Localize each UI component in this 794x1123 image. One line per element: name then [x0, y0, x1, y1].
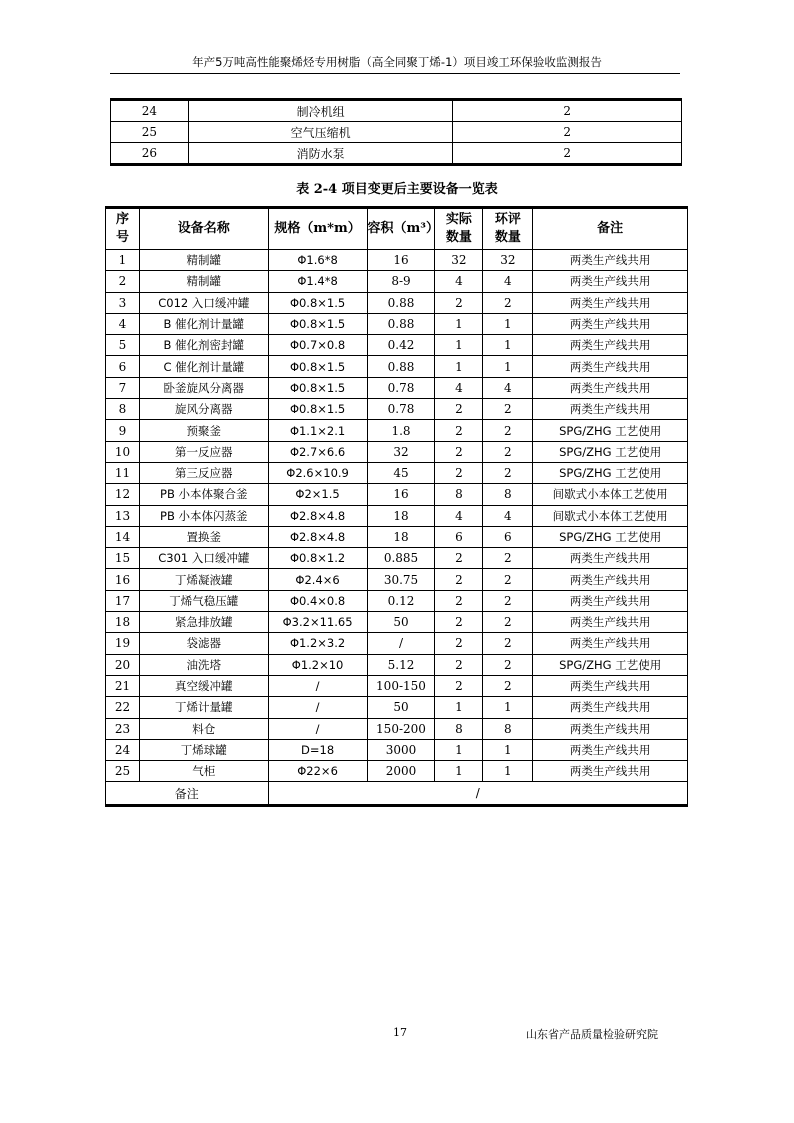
- cell-remark: 两类生产线共用: [533, 271, 688, 292]
- cell-remark: 两类生产线共用: [533, 761, 688, 782]
- cell-name: 丁烯球罐: [139, 739, 268, 760]
- cell-no: 12: [106, 484, 140, 505]
- cell-volume: 0.88: [367, 292, 435, 313]
- cell-eia: 2: [483, 420, 533, 441]
- cell-remark: 两类生产线共用: [533, 718, 688, 739]
- cell-spec: Φ3.2×11.65: [268, 612, 367, 633]
- cell-name: C012 入口缓冲罐: [139, 292, 268, 313]
- header-rule: [110, 73, 680, 74]
- cell-volume: /: [367, 633, 435, 654]
- cell-remark: 两类生产线共用: [533, 250, 688, 271]
- cell-no: 3: [106, 292, 140, 313]
- table-row: [106, 484, 688, 505]
- equipment-table-continued: [110, 98, 682, 166]
- cell-no: 11: [106, 462, 140, 483]
- table-row: [106, 761, 688, 782]
- cell-spec: Φ1.1×2.1: [268, 420, 367, 441]
- cell-spec: Φ0.8×1.5: [268, 292, 367, 313]
- cell-name: 置换釜: [139, 526, 268, 547]
- cell-no: 16: [106, 569, 140, 590]
- cell-spec: Φ0.8×1.5: [268, 377, 367, 398]
- cell-actual: 2: [435, 548, 483, 569]
- cell-no: 7: [106, 377, 140, 398]
- cell-spec: Φ0.8×1.5: [268, 313, 367, 334]
- table-row: [111, 122, 682, 143]
- cell-volume: 50: [367, 612, 435, 633]
- cell-no: 4: [106, 313, 140, 334]
- cell-spec: Φ2.6×10.9: [268, 462, 367, 483]
- cell-name: 制冷机组: [188, 100, 453, 122]
- cell-eia: 2: [483, 633, 533, 654]
- cell-volume: 18: [367, 526, 435, 547]
- note-value: /: [268, 782, 687, 806]
- cell-remark: 两类生产线共用: [533, 335, 688, 356]
- table-row: [106, 548, 688, 569]
- cell-name: 消防水泵: [188, 143, 453, 165]
- cell-volume: 16: [367, 484, 435, 505]
- table-row: [106, 271, 688, 292]
- cell-actual: 2: [435, 675, 483, 696]
- table-row: [106, 420, 688, 441]
- table-row: [106, 335, 688, 356]
- cell-eia: 2: [483, 548, 533, 569]
- cell-no: 24: [111, 100, 189, 122]
- cell-spec: Φ2×1.5: [268, 484, 367, 505]
- cell-name: 真空缓冲罐: [139, 675, 268, 696]
- cell-qty: 2: [453, 122, 682, 143]
- cell-name: 精制罐: [139, 271, 268, 292]
- cell-volume: 45: [367, 462, 435, 483]
- table-row: [106, 612, 688, 633]
- cell-actual: 2: [435, 462, 483, 483]
- cell-remark: 间歇式小本体工艺使用: [533, 505, 688, 526]
- table-row: [106, 654, 688, 675]
- cell-remark: 两类生产线共用: [533, 697, 688, 718]
- cell-no: 22: [106, 697, 140, 718]
- cell-remark: 两类生产线共用: [533, 313, 688, 334]
- cell-eia: 2: [483, 675, 533, 696]
- table-row: [106, 250, 688, 271]
- cell-actual: 2: [435, 292, 483, 313]
- cell-no: 6: [106, 356, 140, 377]
- cell-volume: 30.75: [367, 569, 435, 590]
- cell-remark: 两类生产线共用: [533, 612, 688, 633]
- header-spec: 规格（m*m）: [268, 208, 367, 250]
- cell-name: PB 小本体聚合釜: [139, 484, 268, 505]
- table-row: [106, 633, 688, 654]
- cell-eia: 1: [483, 697, 533, 718]
- cell-name: 料仓: [139, 718, 268, 739]
- note-label: 备注: [106, 782, 269, 806]
- cell-remark: 两类生产线共用: [533, 569, 688, 590]
- cell-no: 10: [106, 441, 140, 462]
- table-row: [106, 526, 688, 547]
- cell-eia: 6: [483, 526, 533, 547]
- cell-no: 15: [106, 548, 140, 569]
- cell-volume: 0.78: [367, 377, 435, 398]
- cell-spec: Φ0.7×0.8: [268, 335, 367, 356]
- table-row: [106, 697, 688, 718]
- cell-actual: 2: [435, 399, 483, 420]
- cell-no: 23: [106, 718, 140, 739]
- cell-qty: 2: [453, 100, 682, 122]
- cell-eia: 4: [483, 505, 533, 526]
- cell-remark: SPG/ZHG 工艺使用: [533, 420, 688, 441]
- cell-spec: D=18: [268, 739, 367, 760]
- cell-actual: 1: [435, 313, 483, 334]
- cell-spec: Φ2.7×6.6: [268, 441, 367, 462]
- cell-spec: Φ0.8×1.5: [268, 356, 367, 377]
- cell-remark: SPG/ZHG 工艺使用: [533, 526, 688, 547]
- cell-actual: 1: [435, 335, 483, 356]
- cell-spec: /: [268, 718, 367, 739]
- cell-name: 丁烯气稳压罐: [139, 590, 268, 611]
- header-no: 序号: [106, 208, 140, 250]
- cell-eia: 2: [483, 654, 533, 675]
- note-row: [106, 782, 688, 806]
- cell-actual: 2: [435, 633, 483, 654]
- cell-no: 25: [106, 761, 140, 782]
- cell-volume: 18: [367, 505, 435, 526]
- cell-no: 19: [106, 633, 140, 654]
- cell-name: B 催化剂计量罐: [139, 313, 268, 334]
- cell-name: PB 小本体闪蒸釜: [139, 505, 268, 526]
- cell-volume: 0.885: [367, 548, 435, 569]
- cell-actual: 2: [435, 569, 483, 590]
- cell-actual: 32: [435, 250, 483, 271]
- cell-volume: 0.88: [367, 313, 435, 334]
- cell-name: 紧急排放罐: [139, 612, 268, 633]
- cell-eia: 4: [483, 377, 533, 398]
- cell-no: 25: [111, 122, 189, 143]
- cell-no: 14: [106, 526, 140, 547]
- cell-spec: /: [268, 675, 367, 696]
- table-caption: 表 2-4 项目变更后主要设备一览表: [296, 182, 498, 197]
- cell-name: 丁烯计量罐: [139, 697, 268, 718]
- cell-eia: 8: [483, 484, 533, 505]
- table-row: [106, 739, 688, 760]
- cell-eia: 2: [483, 399, 533, 420]
- cell-remark: 两类生产线共用: [533, 377, 688, 398]
- cell-volume: 3000: [367, 739, 435, 760]
- cell-volume: 0.12: [367, 590, 435, 611]
- cell-eia: 2: [483, 569, 533, 590]
- cell-remark: SPG/ZHG 工艺使用: [533, 654, 688, 675]
- cell-eia: 32: [483, 250, 533, 271]
- cell-name: 第一反应器: [139, 441, 268, 462]
- table-row: [106, 718, 688, 739]
- table-row: [106, 377, 688, 398]
- cell-eia: 1: [483, 313, 533, 334]
- cell-volume: 50: [367, 697, 435, 718]
- cell-eia: 1: [483, 761, 533, 782]
- cell-spec: Φ0.8×1.5: [268, 399, 367, 420]
- cell-volume: 1.8: [367, 420, 435, 441]
- cell-name: 油洗塔: [139, 654, 268, 675]
- cell-eia: 2: [483, 612, 533, 633]
- cell-volume: 150-200: [367, 718, 435, 739]
- cell-name: 卧釜旋风分离器: [139, 377, 268, 398]
- cell-name: C 催化剂计量罐: [139, 356, 268, 377]
- cell-remark: 间歇式小本体工艺使用: [533, 484, 688, 505]
- cell-spec: Φ1.2×3.2: [268, 633, 367, 654]
- cell-spec: /: [268, 697, 367, 718]
- table-row: [106, 441, 688, 462]
- cell-actual: 2: [435, 654, 483, 675]
- cell-remark: 两类生产线共用: [533, 548, 688, 569]
- table-row: [106, 590, 688, 611]
- cell-actual: 2: [435, 441, 483, 462]
- cell-eia: 4: [483, 271, 533, 292]
- cell-remark: 两类生产线共用: [533, 633, 688, 654]
- cell-volume: 8-9: [367, 271, 435, 292]
- cell-spec: Φ2.8×4.8: [268, 526, 367, 547]
- cell-actual: 1: [435, 761, 483, 782]
- cell-spec: Φ1.4*8: [268, 271, 367, 292]
- table-header-row: [106, 208, 688, 250]
- cell-actual: 6: [435, 526, 483, 547]
- table-row: [106, 292, 688, 313]
- table-row: [106, 399, 688, 420]
- equipment-table: [105, 206, 688, 807]
- table-row: [106, 313, 688, 334]
- cell-no: 21: [106, 675, 140, 696]
- cell-spec: Φ2.8×4.8: [268, 505, 367, 526]
- cell-no: 18: [106, 612, 140, 633]
- cell-eia: 1: [483, 739, 533, 760]
- cell-actual: 4: [435, 377, 483, 398]
- cell-actual: 2: [435, 420, 483, 441]
- cell-volume: 32: [367, 441, 435, 462]
- cell-spec: Φ0.4×0.8: [268, 590, 367, 611]
- cell-remark: SPG/ZHG 工艺使用: [533, 462, 688, 483]
- cell-eia: 8: [483, 718, 533, 739]
- cell-remark: 两类生产线共用: [533, 399, 688, 420]
- cell-actual: 2: [435, 612, 483, 633]
- table-row: [106, 569, 688, 590]
- cell-no: 1: [106, 250, 140, 271]
- cell-volume: 5.12: [367, 654, 435, 675]
- cell-actual: 1: [435, 697, 483, 718]
- table-row: [106, 356, 688, 377]
- cell-volume: 0.78: [367, 399, 435, 420]
- header-eia: 环评数量: [483, 208, 533, 250]
- cell-no: 24: [106, 739, 140, 760]
- cell-no: 17: [106, 590, 140, 611]
- cell-qty: 2: [453, 143, 682, 165]
- cell-no: 5: [106, 335, 140, 356]
- cell-remark: 两类生产线共用: [533, 739, 688, 760]
- cell-no: 13: [106, 505, 140, 526]
- cell-actual: 1: [435, 739, 483, 760]
- cell-remark: 两类生产线共用: [533, 356, 688, 377]
- cell-eia: 1: [483, 335, 533, 356]
- cell-spec: Φ2.4×6: [268, 569, 367, 590]
- cell-name: 丁烯凝液罐: [139, 569, 268, 590]
- cell-actual: 2: [435, 590, 483, 611]
- cell-no: 20: [106, 654, 140, 675]
- cell-actual: 8: [435, 718, 483, 739]
- cell-name: B 催化剂密封罐: [139, 335, 268, 356]
- cell-name: 精制罐: [139, 250, 268, 271]
- cell-remark: 两类生产线共用: [533, 675, 688, 696]
- page-number: 17: [393, 1026, 407, 1039]
- cell-actual: 1: [435, 356, 483, 377]
- header-volume: 容积（m³）: [367, 208, 435, 250]
- cell-eia: 2: [483, 292, 533, 313]
- cell-spec: Φ1.2×10: [268, 654, 367, 675]
- cell-eia: 2: [483, 441, 533, 462]
- header-name: 设备名称: [139, 208, 268, 250]
- cell-actual: 8: [435, 484, 483, 505]
- cell-spec: Φ0.8×1.2: [268, 548, 367, 569]
- table-row: [106, 505, 688, 526]
- cell-no: 9: [106, 420, 140, 441]
- table-row: [106, 462, 688, 483]
- cell-no: 26: [111, 143, 189, 165]
- cell-eia: 1: [483, 356, 533, 377]
- cell-volume: 0.42: [367, 335, 435, 356]
- cell-no: 2: [106, 271, 140, 292]
- cell-volume: 0.88: [367, 356, 435, 377]
- table-row: [106, 675, 688, 696]
- cell-remark: 两类生产线共用: [533, 292, 688, 313]
- cell-eia: 2: [483, 462, 533, 483]
- cell-remark: 两类生产线共用: [533, 590, 688, 611]
- table-row: [111, 100, 682, 122]
- table-row: [111, 143, 682, 165]
- cell-volume: 2000: [367, 761, 435, 782]
- cell-name: 空气压缩机: [188, 122, 453, 143]
- cell-name: 预聚釜: [139, 420, 268, 441]
- header-remark: 备注: [533, 208, 688, 250]
- cell-volume: 100-150: [367, 675, 435, 696]
- cell-no: 8: [106, 399, 140, 420]
- cell-actual: 4: [435, 505, 483, 526]
- page-header: 年产5万吨高性能聚烯烃专用树脂（高全同聚丁烯-1）项目竣工环保验收监测报告: [192, 55, 602, 69]
- cell-actual: 4: [435, 271, 483, 292]
- cell-remark: SPG/ZHG 工艺使用: [533, 441, 688, 462]
- cell-name: 第三反应器: [139, 462, 268, 483]
- cell-spec: Φ22×6: [268, 761, 367, 782]
- cell-spec: Φ1.6*8: [268, 250, 367, 271]
- footer-organization: 山东省产品质量检验研究院: [526, 1028, 658, 1041]
- cell-name: 袋滤器: [139, 633, 268, 654]
- cell-name: 气柜: [139, 761, 268, 782]
- cell-eia: 2: [483, 590, 533, 611]
- cell-name: C301 入口缓冲罐: [139, 548, 268, 569]
- cell-name: 旋风分离器: [139, 399, 268, 420]
- cell-volume: 16: [367, 250, 435, 271]
- header-actual: 实际数量: [435, 208, 483, 250]
